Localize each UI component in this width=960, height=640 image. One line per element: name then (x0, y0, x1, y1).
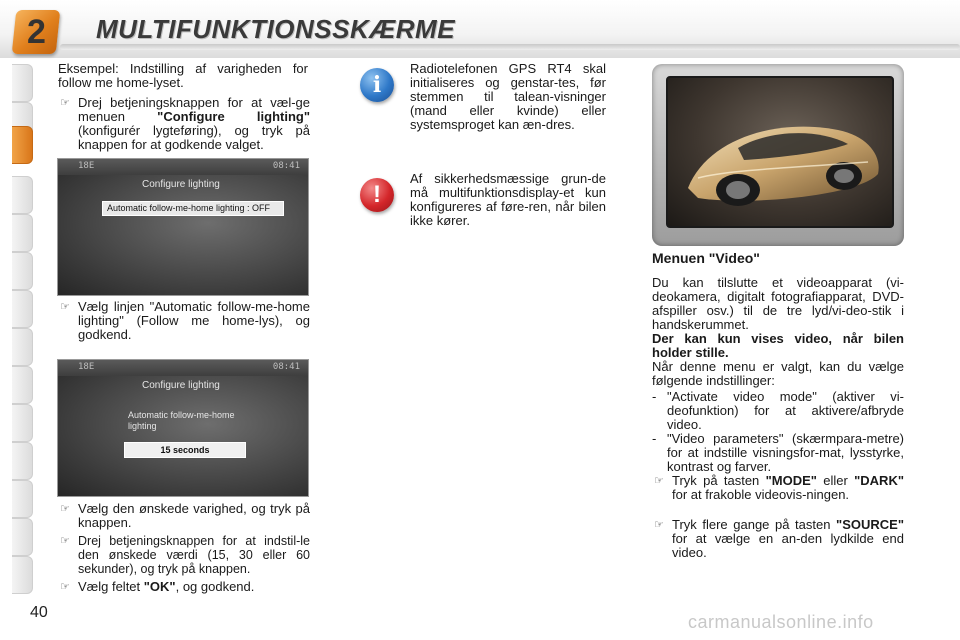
video-intro (652, 276, 904, 332)
step-source (652, 518, 904, 560)
screen-clock: 08:41 (272, 362, 300, 372)
pointing-hand-icon: ☞ (60, 97, 70, 109)
screen-status-bar (58, 159, 308, 175)
video-display-photo (652, 64, 904, 246)
video-option-parameters (652, 432, 904, 474)
pointing-hand-icon: ☞ (60, 535, 70, 547)
video-safety-text: Der kan kun vises video, når bilen holder stille. (652, 331, 904, 360)
screen-option-label: Automatic follow-me-home lighting (128, 410, 235, 431)
display-screen (666, 76, 894, 228)
screen-clock: 08:41 (272, 161, 300, 171)
step-mode-dark (652, 474, 904, 502)
step-text-mid: eller (816, 473, 855, 488)
ok-field-name: "OK" (143, 579, 176, 594)
mode-key-name: "MODE" (765, 473, 817, 488)
step-text-rest: , og godkend. (175, 579, 255, 594)
step-choose-duration (58, 502, 310, 530)
video-intro-text: Du kan tilslutte et videoapparat (vi-deokamera, digitalt fotografiapparat, DVD-afspiller osv.) til de tre lyd/vi-deo-stik i handskerummet. (652, 275, 904, 332)
dash-bullet: - (652, 431, 657, 446)
concept-car-illustration (668, 78, 892, 226)
warning-note (410, 172, 606, 228)
step-turn-knob (58, 534, 310, 576)
chapter-tab-5[interactable] (12, 252, 33, 290)
step-text: Vælg linjen "Automatic follow-me-home lighting" (Follow me home-lys), og godkend. (78, 299, 310, 342)
chapter-tab-7[interactable] (12, 328, 33, 366)
chapter-tab-10[interactable] (12, 442, 33, 480)
chapter-tab-8[interactable] (12, 366, 33, 404)
screen-temperature: 18E (78, 362, 95, 372)
step-text-rest: for at frakoble videovis-ningen. (672, 487, 850, 502)
pointing-hand-icon: ☞ (60, 503, 70, 515)
info-note-text: Radiotelefonen GPS RT4 skal initialiseres og genstar-tes, før stemmen til talean-visninger (mand eller kvinde) eller systemsproget kan æn-dres. (410, 61, 606, 132)
step-select-line (58, 300, 310, 342)
chapter-tab-4[interactable] (12, 214, 33, 252)
chapter-number: 2 (26, 12, 46, 51)
screen-title: Configure lighting (142, 380, 220, 391)
chapter-tab-3[interactable] (12, 176, 33, 214)
warning-icon: ! (360, 178, 394, 212)
watermark: carmanualsonline.info (688, 612, 874, 632)
screen-temperature: 18E (78, 161, 95, 171)
option-text: "Activate video mode" (aktiver vi-deofunktion) for at aktivere/afbryde video. (667, 389, 904, 432)
step-text: Vælg den ønskede varighed, og tryk på knappen. (78, 501, 310, 530)
video-options-text: Når denne menu er valgt, kan du vælge følgende indstillinger: (652, 359, 904, 388)
video-option-activate (652, 390, 904, 432)
page-number: 40 (30, 604, 48, 621)
screen-body (58, 175, 308, 295)
video-safety-note (652, 332, 904, 360)
step-text: Vælg feltet (78, 579, 144, 594)
pointing-hand-icon: ☞ (654, 475, 664, 487)
video-options-intro (652, 360, 904, 388)
chapter-tab-active[interactable] (12, 126, 33, 164)
dark-key-name: "DARK" (854, 473, 904, 488)
chapter-badge (12, 10, 61, 54)
screen-status-bar (58, 360, 308, 376)
intro-text (58, 62, 308, 90)
option-text: "Video parameters" (skærmpara-metre) for at indstille visningsfor-mat, lysstyrke, kontrast og farver. (667, 431, 904, 474)
screen-body (58, 376, 308, 496)
intro-paragraph: Eksempel: Indstilling af varigheden for follow me home-lyset. (58, 61, 308, 90)
pointing-hand-icon: ☞ (60, 301, 70, 313)
pointing-hand-icon: ☞ (654, 519, 664, 531)
step-text: Drej betjeningsknappen for at væl-ge menuen (78, 95, 310, 124)
screen-duration-value: 15 seconds (124, 442, 246, 458)
chapter-tab-13[interactable] (12, 556, 33, 594)
menu-name: "Configure lighting" (157, 109, 310, 124)
info-note (410, 62, 606, 132)
video-menu-heading: Menuen "Video" (652, 250, 760, 266)
chapter-tab-6[interactable] (12, 290, 33, 328)
chapter-tab-12[interactable] (12, 518, 33, 556)
warning-note-text: Af sikkerhedsmæssige grun-de må multifunktionsdisplay-et kun konfigureres af føre-ren, når bilen ikke kører. (410, 171, 606, 228)
configure-lighting-screenshot-2 (57, 359, 309, 497)
pointing-hand-icon: ☞ (60, 581, 70, 593)
screen-menu-row: Automatic follow-me-home lighting : OFF (102, 201, 284, 216)
screen-title: Configure lighting (142, 179, 220, 190)
page-title: MULTIFUNKTIONSSKÆRME (96, 14, 456, 44)
chapter-tab-1[interactable] (12, 64, 33, 102)
source-key-name: "SOURCE" (836, 517, 904, 532)
step-text: Tryk flere gange på tasten (672, 517, 837, 532)
step-configure-lighting (58, 96, 310, 152)
configure-lighting-screenshot-1 (57, 158, 309, 296)
chapter-tab-11[interactable] (12, 480, 33, 518)
step-confirm-ok (58, 580, 310, 594)
step-text: Tryk på tasten (672, 473, 766, 488)
step-text: Drej betjeningsknappen for at indstil-le den ønskede værdi (15, 30 eller 60 sekunder), og tryk på knappen. (78, 534, 310, 576)
step-text-rest: for at vælge en an-den lydkilde end video. (672, 531, 904, 560)
step-text-rest: (konfigurér lygteføring), og tryk på knappen for at godkende valget. (78, 123, 310, 152)
info-icon: i (360, 68, 394, 102)
chapter-tab-9[interactable] (12, 404, 33, 442)
dash-bullet: - (652, 389, 657, 404)
